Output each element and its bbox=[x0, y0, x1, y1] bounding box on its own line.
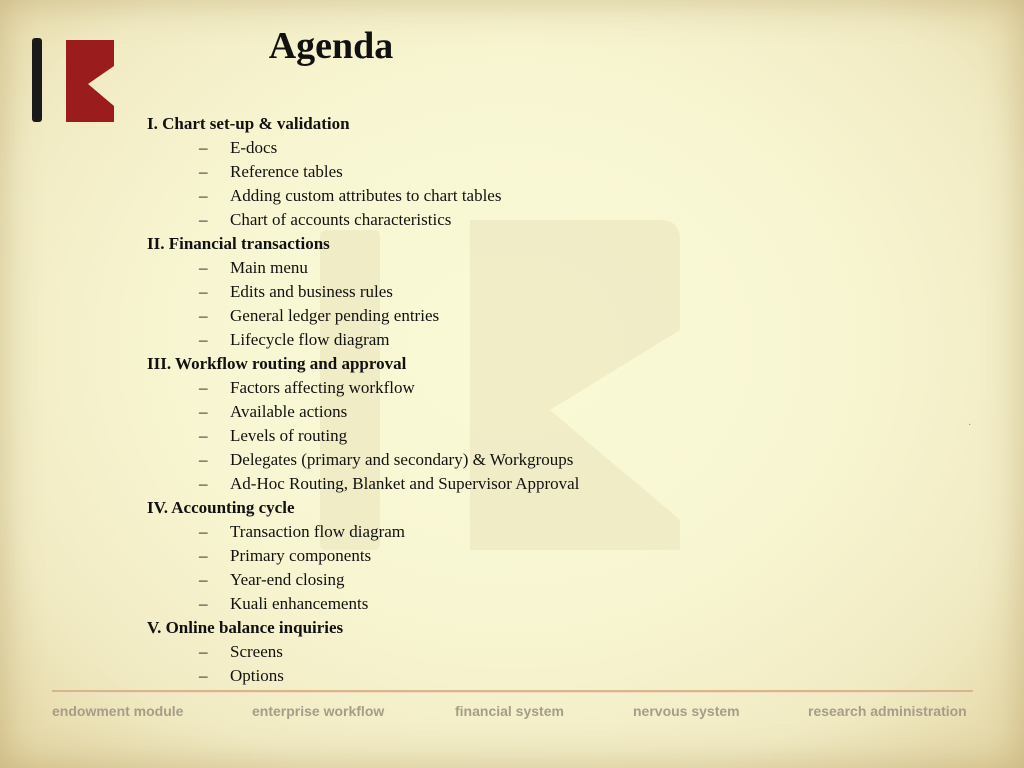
dash-bullet: – bbox=[199, 426, 208, 445]
dash-bullet: – bbox=[199, 474, 208, 493]
agenda-sub-item bbox=[147, 208, 847, 232]
agenda-sub-item-text: Levels of routing bbox=[230, 426, 348, 445]
agenda-sub-item-text: Options bbox=[230, 666, 284, 685]
agenda-sub-item-text: General ledger pending entries bbox=[230, 306, 440, 325]
agenda-sub-item bbox=[147, 304, 847, 328]
agenda-sub-item-text: Chart of accounts characteristics bbox=[230, 210, 452, 229]
dash-bullet: – bbox=[199, 138, 208, 157]
dash-bullet: – bbox=[199, 378, 208, 397]
dash-bullet: – bbox=[199, 642, 208, 661]
agenda-sub-item-text: E-docs bbox=[230, 138, 278, 157]
agenda-sub-item-text: Factors affecting workflow bbox=[230, 378, 415, 397]
agenda-section-title: I. Chart set-up & validation bbox=[147, 114, 350, 133]
agenda-sub-item bbox=[147, 136, 847, 160]
footer-nav-link[interactable]: financial system bbox=[455, 703, 564, 719]
dash-bullet: – bbox=[199, 594, 208, 613]
footer-nav-link[interactable]: research administration bbox=[808, 703, 967, 719]
dash-bullet: – bbox=[199, 450, 208, 469]
agenda-sub-item bbox=[147, 568, 847, 592]
agenda-sub-item bbox=[147, 376, 847, 400]
dash-bullet: – bbox=[199, 402, 208, 421]
agenda-sub-item-text: Ad-Hoc Routing, Blanket and Supervisor Approval bbox=[230, 474, 580, 493]
agenda-sub-item bbox=[147, 184, 847, 208]
footer-nav-link[interactable]: nervous system bbox=[633, 703, 740, 719]
agenda-sub-item-text: Year-end closing bbox=[230, 570, 345, 589]
dash-bullet: – bbox=[199, 330, 208, 349]
agenda-sub-item bbox=[147, 664, 847, 688]
dash-bullet: – bbox=[199, 282, 208, 301]
agenda-sub-item bbox=[147, 256, 847, 280]
dash-bullet: – bbox=[199, 546, 208, 565]
dash-bullet: – bbox=[199, 522, 208, 541]
dash-bullet: – bbox=[199, 570, 208, 589]
agenda-sub-item-text: Reference tables bbox=[230, 162, 343, 181]
agenda-sub-item-text: Available actions bbox=[230, 402, 348, 421]
agenda-sub-item-text: Lifecycle flow diagram bbox=[230, 330, 390, 349]
agenda-section-title: II. Financial transactions bbox=[147, 234, 330, 253]
agenda-sub-item-text: Screens bbox=[230, 642, 283, 661]
agenda-sub-item-text: Edits and business rules bbox=[230, 282, 393, 301]
agenda-sub-item bbox=[147, 160, 847, 184]
agenda-sub-item bbox=[147, 328, 847, 352]
dash-bullet: – bbox=[199, 306, 208, 325]
dash-bullet: – bbox=[199, 210, 208, 229]
agenda-sub-item-text: Primary components bbox=[230, 546, 372, 565]
agenda-sub-item bbox=[147, 280, 847, 304]
agenda-sub-item bbox=[147, 448, 847, 472]
agenda-sub-item bbox=[147, 400, 847, 424]
agenda-sub-item-text: Main menu bbox=[230, 258, 308, 277]
agenda-sub-item bbox=[147, 592, 847, 616]
dash-bullet: – bbox=[199, 162, 208, 181]
agenda-list bbox=[147, 112, 847, 688]
dash-bullet: – bbox=[199, 186, 208, 205]
agenda-section-title: IV. Accounting cycle bbox=[147, 498, 295, 517]
agenda-sub-item bbox=[147, 424, 847, 448]
agenda-sub-item bbox=[147, 640, 847, 664]
stray-dot: · bbox=[968, 420, 972, 431]
agenda-sub-item-text: Delegates (primary and secondary) & Workgroups bbox=[230, 450, 574, 469]
agenda-section-title: III. Workflow routing and approval bbox=[147, 354, 407, 373]
page-title: Agenda bbox=[268, 25, 394, 67]
footer-divider bbox=[52, 690, 973, 692]
agenda-sub-item bbox=[147, 544, 847, 568]
dash-bullet: – bbox=[199, 666, 208, 685]
agenda-sub-item-text: Kuali enhancements bbox=[230, 594, 369, 613]
agenda-sub-item-text: Transaction flow diagram bbox=[230, 522, 406, 541]
footer-nav bbox=[0, 700, 1024, 724]
agenda-sub-item-text: Adding custom attributes to chart tables bbox=[230, 186, 502, 205]
agenda-sub-item bbox=[147, 472, 847, 496]
agenda-sub-item bbox=[147, 520, 847, 544]
footer-nav-link[interactable]: enterprise workflow bbox=[252, 703, 385, 719]
agenda-section-title: V. Online balance inquiries bbox=[147, 618, 344, 637]
footer-nav-link[interactable]: endowment module bbox=[52, 703, 184, 719]
dash-bullet: – bbox=[199, 258, 208, 277]
